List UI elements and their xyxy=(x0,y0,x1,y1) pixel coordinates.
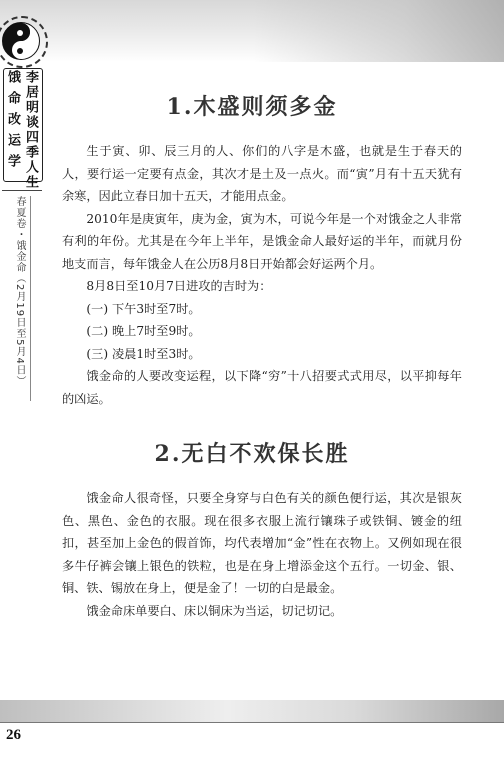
section-body-2 xyxy=(62,487,462,622)
paragraph: 饿金命床单要白、床以铜床为当运，切记切记。 xyxy=(86,603,343,618)
left-sidebar xyxy=(0,0,46,470)
list-item: (二) 晚上7时至9时。 xyxy=(86,324,201,338)
paragraph: 饿金命人很奇怪，只要全身穿与白色有关的颜色便行运，其次是银灰色、黑色、金色的衣服。现在很多衣服上流行镶珠子或铁铜、镀金的纽扣，甚至加上金色的假首饰，均代表增加“金”性在衣物上。又例如现在很多牛仔裤会镶上银色的铁粒，也是在身上增添金这个五行。一切金、银、铜、铁、锡放在身上，便是金了！一切的白是最金。 xyxy=(62,491,462,595)
series-subtitle: 饿命改运学 xyxy=(5,70,20,175)
paragraph: 饿金命的人要改变运程，以下降“穷”十八招要式式用尽，以平抑每年的凶运。 xyxy=(62,369,462,406)
section-heading-1: 1.木盛则须多金 xyxy=(166,94,338,120)
sidebar-vertical-rule xyxy=(30,196,31,401)
paragraph: 8月8日至10月7日进攻的吉时为： xyxy=(86,279,272,293)
yin-yang-icon xyxy=(2,22,40,60)
list-item: (三) 凌晨1时至3时。 xyxy=(86,346,201,361)
paragraph: 2010年是庚寅年，庚为金，寅为木，可说今年是一个对饿金之人非常有利的年份。尤其是在今年上半年，是饿金命人最好运的半年，而就月份地支而言，每年饿金人在公历8月8日开始都会好运两个月。 xyxy=(62,211,462,271)
section-heading-2: 2.无白不欢保长胜 xyxy=(154,441,350,467)
page-number: 26 xyxy=(6,727,21,743)
sidebar-divider xyxy=(2,190,42,191)
section-body-1 xyxy=(62,140,462,410)
list-item: (一) 下午3时至7时。 xyxy=(86,301,201,316)
footer-rule xyxy=(0,722,504,723)
series-title: 李居明谈四季人生 xyxy=(23,70,38,190)
yin-yang-dot-light xyxy=(17,30,23,36)
yin-yang-dot-dark xyxy=(17,48,23,54)
top-decorative-band xyxy=(0,0,504,62)
paragraph: 生于寅、卯、辰三月的人、你们的八字是木盛，也就是生于春天的人，要行运一定要有点金，其次才是土及一点火。而“寅”月有十五天犹有余寒，因此立春日加十五天，才能用点金。 xyxy=(62,144,462,203)
chapter-label: 春夏卷・饿金命（2月19日至5月4日） xyxy=(14,196,25,387)
bottom-decorative-band xyxy=(0,700,504,722)
